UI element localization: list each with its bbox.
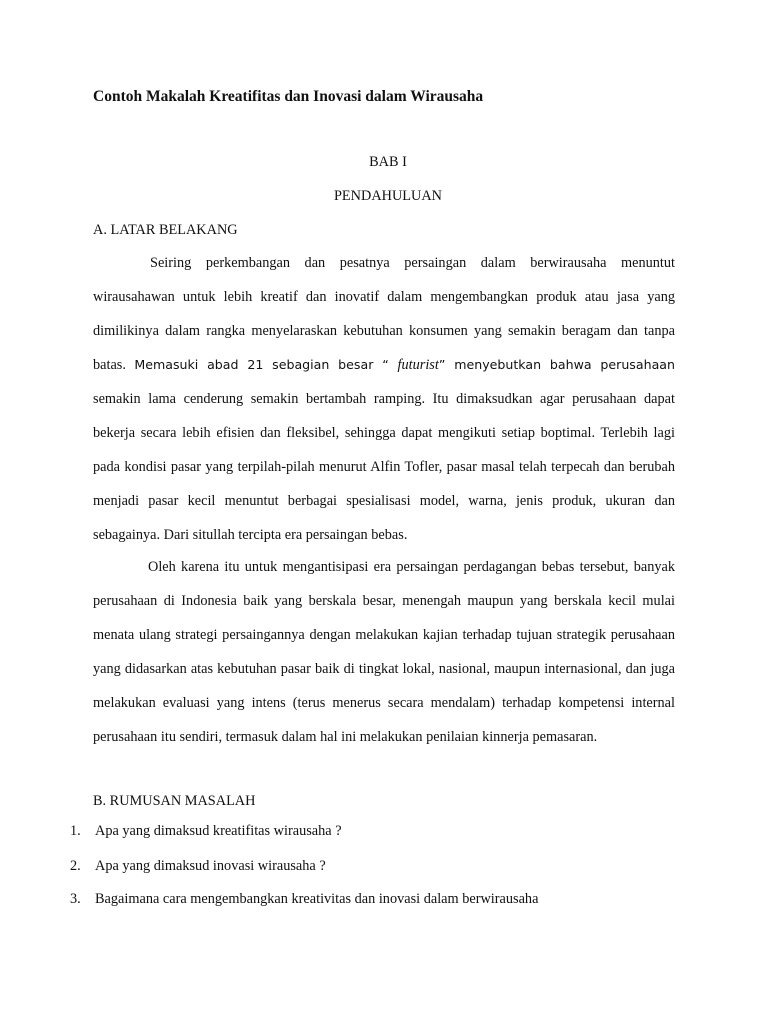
list-number: 3. xyxy=(70,891,81,907)
section-a-heading: A. LATAR BELAKANG xyxy=(93,222,238,238)
paragraph-text-sans: ” menyebutkan bahwa perusahaan xyxy=(438,357,675,372)
background-paragraph-2: Oleh karena itu untuk mengantisipasi era persaingan perdagangan bebas tersebut, banyak perusahaan di Indonesia baik yang berskala besar, menengah maupun yang berskala kecil mulai menata ulang strategi persaingannya dengan melakukan kajian terhadap tujuan strategik perusahaan yang didasarkan atas kebutuhan pasar baik di tingkat lokal, nasional, maupun internasional, dan juga melakukan evaluasi yang intens (terus menerus secara mendalam) terhadap kompetensi internal perusahaan itu sendiri, termasuk dalam hal ini melakukan penilaian kinnerja pemasaran. xyxy=(93,559,675,745)
paragraph-text-sans: Memasuki abad 21 sebagian besar “ xyxy=(134,357,398,372)
section-b-heading: B. RUMUSAN MASALAH xyxy=(93,793,256,809)
list-text: Bagaimana cara mengembangkan kreativitas dan inovasi dalam berwirausaha xyxy=(95,891,539,907)
document-title: Contoh Makalah Kreatifitas dan Inovasi dalam Wirausaha xyxy=(93,88,484,105)
list-number: 2. xyxy=(70,858,81,874)
paragraph-text: semakin lama cenderung semakin bertambah ramping. Itu dimaksudkan agar perusahaan dapat bekerja secara lebih efisien dan fleksibel, sehingga dapat mengikuti setiap boptimal. Terlebih lagi pada kondisi pasar yang terpilah-pilah menurut Alfin Tofler, pasar masal telah terpecah dan berubah menjadi pasar kecil menuntut berbagai spesialisasi model, warna, jenis produk, ukuran dan sebagainya. Dari situllah tercipta era persaingan bebas. xyxy=(93,391,675,543)
paragraph-text: Seiring perkembangan dan pesatnya persaingan dalam berwirausaha menuntut wirausahawan untuk lebih kreatif dan inovatif dalam mengembangkan produk atau jasa yang dimilikinya dalam rangka menyelaraskan kebutuhan konsumen yang semakin beragam dan tanpa batas. xyxy=(93,255,675,373)
chapter-title: PENDAHULUAN xyxy=(333,188,442,204)
list-number: 1. xyxy=(70,823,81,839)
list-text: Apa yang dimaksud kreatifitas wirausaha ? xyxy=(95,823,342,839)
list-text: Apa yang dimaksud inovasi wirausaha ? xyxy=(95,858,326,874)
background-paragraph-1 xyxy=(93,246,675,552)
chapter-number: BAB I xyxy=(369,154,407,170)
italic-term: futurist xyxy=(397,357,439,373)
